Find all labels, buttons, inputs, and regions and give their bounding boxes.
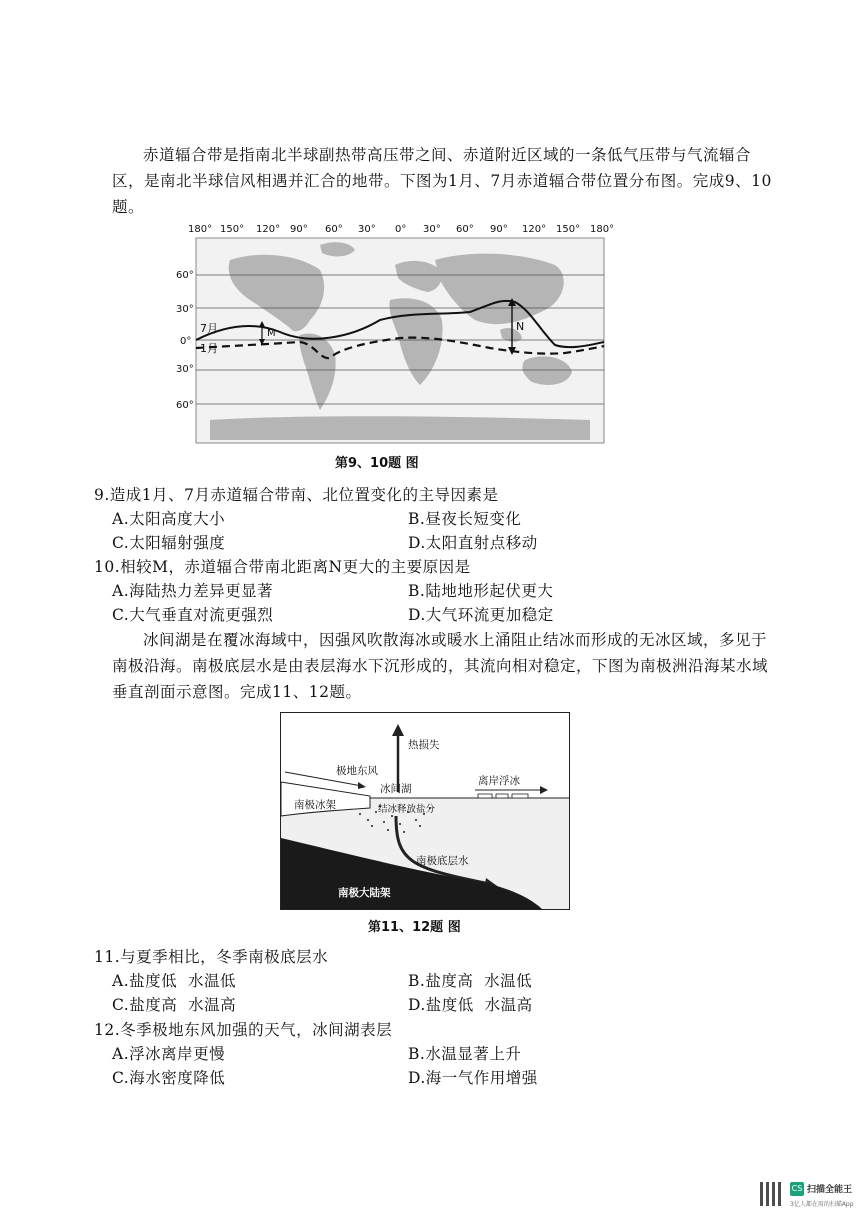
lon-tick: 90° [490,224,508,235]
lon-tick: 180° [590,224,615,235]
q11-option-c: C.盐度高 水温高 [112,996,237,1014]
q10-option-c: C.大气垂直对流更强烈 [112,606,274,624]
question-12-stem: 12.冬季极地东风加强的天气，冰间湖表层 [94,1021,393,1039]
badge-title: 扫描全能王 [807,1185,853,1195]
cs-logo: CS [790,1182,804,1196]
map-caption: 第9、10题 图 [335,456,419,471]
qr-code-icon [760,1182,784,1206]
q12-option-d: D.海一气作用增强 [408,1069,538,1087]
july-label: 7月 [200,322,218,335]
east-wind-label: 极地东风 [336,765,378,777]
lon-tick: 150° [556,224,581,235]
lon-tick: 0° [395,224,407,235]
question-11-stem: 11.与夏季相比，冬季南极底层水 [94,948,329,966]
q11-option-b: B.盐度高 水温低 [408,972,533,990]
heat-loss-label: 热损失 [408,739,440,751]
q12-option-b: B.水温显著上升 [408,1045,522,1063]
m-label: M [267,328,276,339]
shelf-label: 南极大陆架 [338,887,391,899]
q9-option-c: C.太阳辐射强度 [112,534,226,552]
section-caption: 第11、12题 图 [368,920,461,935]
q11-option-d: D.盐度低 水温高 [408,996,533,1014]
lat-tick: 30° [176,304,194,315]
q12-option-a: A.浮冰离岸更慢 [112,1045,226,1063]
badge-subtitle: 3亿人都在用的扫描App [790,1201,854,1208]
q10-option-a: A.海陆热力差异更显著 [112,582,274,600]
ice-shelf-label: 南极冰架 [294,799,336,811]
lon-tick: 180° [188,224,213,235]
lon-tick: 60° [456,224,474,235]
polynya-section-figure [280,712,570,910]
q11-option-a: A.盐度低 水温低 [112,972,236,990]
lon-tick: 150° [220,224,245,235]
q9-option-b: B.昼夜长短变化 [408,510,522,528]
lat-tick: 0° [180,336,192,347]
salt-label: 结冰释放盐分 [378,804,436,815]
polynya-section [280,712,570,910]
question-9-stem: 9.造成1月、7月赤道辐合带南、北位置变化的主导因素是 [94,486,499,504]
q12-option-c: C.海水密度降低 [112,1069,226,1087]
q9-option-a: A.太阳高度大小 [112,510,226,528]
lon-tick: 120° [256,224,281,235]
q10-option-d: D.大气环流更加稳定 [408,606,554,624]
drift-ice [478,794,528,798]
lon-tick: 30° [358,224,376,235]
bottom-water-label: 南极底层水 [416,855,469,867]
lat-tick: 60° [176,270,194,281]
scanner-badge [760,1180,860,1220]
q9-option-d: D.太阳直射点移动 [408,534,538,552]
itcz-map [170,220,620,445]
lon-tick: 30° [423,224,441,235]
january-label: 1月 [200,342,218,355]
lon-tick: 60° [325,224,343,235]
polynya-label: 冰间湖 [380,783,412,795]
lon-tick: 120° [522,224,547,235]
intro-paragraph-2: 冰间湖是在覆冰海域中，因强风吹散海冰或暖水上涌阻止结冰而形成的无冰区域，多见于南极沿海。南极底层水是由表层海水下沉形成的，其流向相对稳定，下图为南极洲沿海某水域垂直剖面示意图。完成11、12题。 [112,631,769,701]
question-10-stem: 10.相较M，赤道辐合带南北距离N更大的主要原因是 [94,558,471,576]
drift-ice-label: 离岸浮冰 [478,775,520,787]
q10-option-b: B.陆地地形起伏更大 [408,582,554,600]
lat-tick: 30° [176,364,194,375]
lon-tick: 90° [290,224,308,235]
lat-tick: 60° [176,400,194,411]
itcz-map-figure [170,220,620,445]
intro-paragraph-1: 赤道辐合带是指南北半球副热带高压带之间、赤道附近区域的一条低气压带与气流辐合区，是南北半球信风相遇并汇合的地带。下图为1月、7月赤道辐合带位置分布图。完成9、10题。 [112,146,772,216]
n-label: N [516,320,525,333]
